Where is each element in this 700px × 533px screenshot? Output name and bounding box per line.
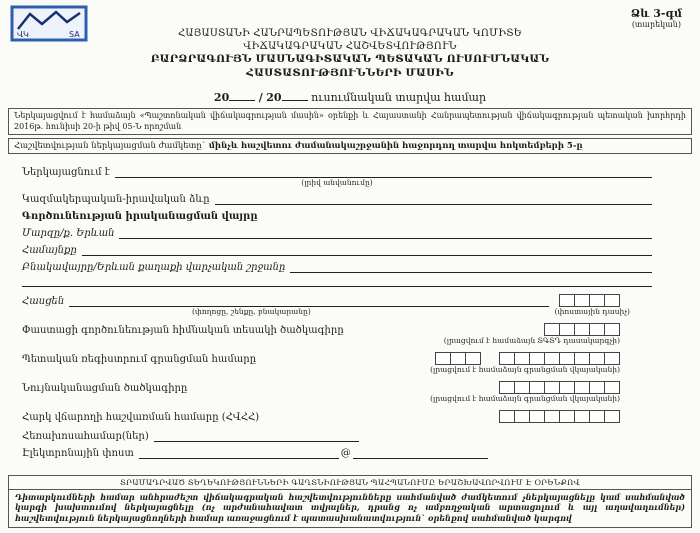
postal-code-cells[interactable] — [559, 294, 620, 307]
deadline-prefix: Հաշվետվության ներկայացման ժամկետը` — [14, 141, 207, 152]
field-marz — [22, 222, 652, 239]
settlement-input-line[interactable] — [290, 260, 652, 273]
entry-cell[interactable] — [589, 294, 605, 307]
form-code: Ձև 3-գմ — [630, 7, 682, 20]
tin-cells[interactable] — [499, 410, 620, 423]
entry-cell[interactable] — [604, 352, 620, 365]
presented-by-label: Ներկայացնում է — [22, 167, 110, 179]
entry-cell[interactable] — [589, 410, 605, 423]
register-number-hint: (լրացվում է համաձայն գրանցման վկայականի) — [430, 365, 620, 375]
entry-cell[interactable] — [450, 352, 466, 365]
activity-code-hint: (լրացվում է համաձայն ՏԳՏԴ դասակարգչի) — [443, 336, 620, 346]
id-code-cells[interactable] — [499, 381, 620, 394]
deadline-date: մինչև հաշվետու ժամանակաշրջանին հաջորդող տարվա հոկտեմբերի 5-ը — [208, 141, 583, 152]
entry-cell[interactable] — [589, 381, 605, 394]
address-label: Հասցեն — [22, 296, 65, 308]
year2-input-line[interactable] — [282, 89, 308, 101]
field-id-code — [22, 377, 652, 394]
entry-cell[interactable] — [529, 410, 545, 423]
form-code-block — [631, 7, 682, 29]
form-period: (տարեկան) — [631, 20, 681, 29]
report-subject-line2: ՀԱՍՏԱՏՈՒԹՅՈՒՆՆԵՐԻ ՄԱՍԻՆ — [246, 66, 454, 79]
email-at-sign: @ — [340, 448, 351, 460]
year1-prefix: 20 — [213, 91, 230, 105]
entry-cell[interactable] — [574, 381, 590, 394]
field-address — [22, 290, 652, 307]
entry-cell[interactable] — [604, 381, 620, 394]
community-label: Համայնքը — [22, 245, 77, 257]
field-presented-by — [22, 161, 652, 178]
entry-cell[interactable] — [589, 323, 605, 336]
report-type-title: ՎԻՃԱԿԱԳՐԱԿԱՆ ՀԱՇՎԵՏՎՈՒԹՅՈՒՆ — [243, 41, 457, 52]
field-tin — [22, 406, 652, 423]
entry-cell[interactable] — [514, 381, 530, 394]
entry-cell[interactable] — [574, 410, 590, 423]
entry-cell[interactable] — [514, 410, 530, 423]
entry-cell[interactable] — [604, 323, 620, 336]
email-local-input-line[interactable] — [139, 446, 339, 459]
field-activity-code — [22, 319, 652, 336]
entry-cell[interactable] — [589, 352, 605, 365]
register-number-label: Պետական ռեգիստրում գրանցման համարը — [22, 354, 257, 366]
email-label: Էլեկտրոնային փոստ — [22, 448, 134, 460]
marz-label: Մարզը/ք. Երևան — [22, 228, 115, 240]
presented-by-input-line[interactable] — [115, 165, 652, 178]
community-input-line[interactable] — [82, 243, 652, 256]
field-settlement — [22, 256, 652, 273]
liability-notice: Դիտարկումների համար անհրաժեշտ վիճակագրական հաշվետվությունները սահմանված ժամկետում չներկայացնելը կամ սահմանված կարգի խախտումով ներկայացնելը (ոչ արժանահավատ տվյալներ, դրանց ոչ ամբողջական արտացոլում և այլ աղավաղումներ) հաշվետվություն ներկայացնողների համար առաջացնում է պատասխանատվություն` օրենքով սահմանված կարգով — [15, 491, 685, 524]
address-hints-row — [22, 307, 652, 317]
entry-cell[interactable] — [544, 381, 560, 394]
entry-cell[interactable] — [529, 352, 545, 365]
form-body — [8, 161, 692, 459]
phone-label: Հեռախոսահամար(ներ) — [22, 431, 149, 443]
form-header — [8, 5, 692, 104]
entry-cell[interactable] — [544, 323, 560, 336]
entry-cell[interactable] — [559, 352, 575, 365]
entry-cell[interactable] — [559, 323, 575, 336]
presented-by-hint: (լրիվ անվանումը) — [301, 178, 373, 188]
field-legal-form — [22, 188, 652, 205]
entry-cell[interactable] — [544, 352, 560, 365]
svg-text:ՎԿ: ՎԿ — [17, 30, 29, 39]
entry-cell[interactable] — [604, 294, 620, 307]
armstat-logo-icon — [10, 5, 90, 43]
settlement-label: Բնակավայրը/Երևան քաղաքի վարչական շրջանը — [22, 262, 286, 274]
location-section-header: Գործունեության իրականացման վայրը — [22, 211, 258, 223]
register-number-cells-group2[interactable] — [499, 352, 620, 365]
entry-cell[interactable] — [465, 352, 481, 365]
entry-cell[interactable] — [559, 410, 575, 423]
entry-cell[interactable] — [574, 294, 590, 307]
deadline-notice — [8, 138, 692, 154]
academic-year-line — [8, 89, 692, 104]
settlement-input-line-2[interactable] — [22, 273, 652, 287]
committee-title: ՀԱՅԱՍՏԱՆԻ ՀԱՆՐԱՊԵՏՈՒԹՅԱՆ ՎԻՃԱԿԱԳՐԱԿԱՆ ԿՈՄԻՏԵ — [178, 28, 522, 39]
id-code-hint: (լրացվում է համաձայն գրանցման վկայականի) — [430, 394, 620, 404]
id-code-label: Նույնականացման ծածկագիրը — [22, 383, 188, 395]
entry-cell[interactable] — [529, 381, 545, 394]
field-community — [22, 239, 652, 256]
legal-basis-notice: Ներկայացվում է համաձայն «Պաշտոնական վիճակագրության մասին» օրենքի և Հայաստանի Հանրապետության վիճակագրության պետական խորհրդի 2016թ. հունիսի 20-ի թիվ 05-Ն որոշման — [8, 108, 692, 135]
activity-code-cells[interactable] — [544, 323, 620, 336]
entry-cell[interactable] — [604, 410, 620, 423]
entry-cell[interactable] — [574, 323, 590, 336]
register-number-cells-wrap — [425, 352, 620, 365]
entry-cell[interactable] — [435, 352, 451, 365]
field-email — [22, 442, 652, 459]
report-subject-line1: ԲԱՐՁՐԱԳՈՒՅՆ ՄԱՍՆԱԳԻՏԱԿԱՆ ՊԵՏԱԿԱՆ ՈՒՍՈՒՄՆԱԿԱՆ — [150, 53, 550, 65]
year-slash: / — [258, 91, 263, 105]
entry-cell[interactable] — [544, 410, 560, 423]
entry-cell[interactable] — [499, 410, 515, 423]
register-number-cells-group1[interactable] — [435, 352, 481, 365]
address-hint: (փողոցը, շենքը, բնակարանը) — [192, 307, 311, 317]
email-domain-input-line[interactable] — [353, 446, 488, 459]
tin-label: Հարկ վճարողի հաշվառման համարը (ՀՎՀՀ) — [22, 412, 260, 424]
marz-input-line[interactable] — [119, 226, 652, 239]
entry-cell[interactable] — [499, 352, 515, 365]
entry-cell[interactable] — [499, 381, 515, 394]
postal-code-hint: (փոստային դասիչ) — [554, 307, 630, 317]
field-phone — [22, 425, 652, 442]
legal-form-input-line[interactable] — [215, 192, 652, 205]
activity-code-label: Փաստացի գործունեության հիմնական տեսակի ծածկագիրը — [22, 325, 344, 337]
form-footer — [8, 475, 692, 528]
location-section-header-row — [22, 205, 652, 222]
address-input-line[interactable] — [69, 294, 549, 307]
entry-cell[interactable] — [514, 352, 530, 365]
year-suffix: ուսումնական տարվա համար — [311, 91, 487, 105]
svg-text:SA: SA — [69, 30, 80, 39]
phone-input-line[interactable] — [154, 429, 359, 442]
field-register-number — [22, 348, 652, 365]
entry-cell[interactable] — [559, 381, 575, 394]
confidentiality-notice: ՏՐԱՄԱԴՐՎԱԾ ՏԵՂԵԿՈՒԹՅՈՒՆՆԵՐԻ ԳԱՂՏՆԻՈՒԹՅԱՆ ՊԱՀՊԱՆՈՒՄԸ ԵՐԱՇԽԱՎՈՐՎՈՒՄ Է ՕՐԵՆՔՈՎ — [9, 476, 691, 490]
year2-prefix: 20 — [266, 91, 282, 105]
legal-form-label: Կազմակերպական-իրավական ձևը — [22, 194, 210, 206]
entry-cell[interactable] — [559, 294, 575, 307]
entry-cell[interactable] — [574, 352, 590, 365]
year1-input-line[interactable] — [229, 89, 255, 101]
